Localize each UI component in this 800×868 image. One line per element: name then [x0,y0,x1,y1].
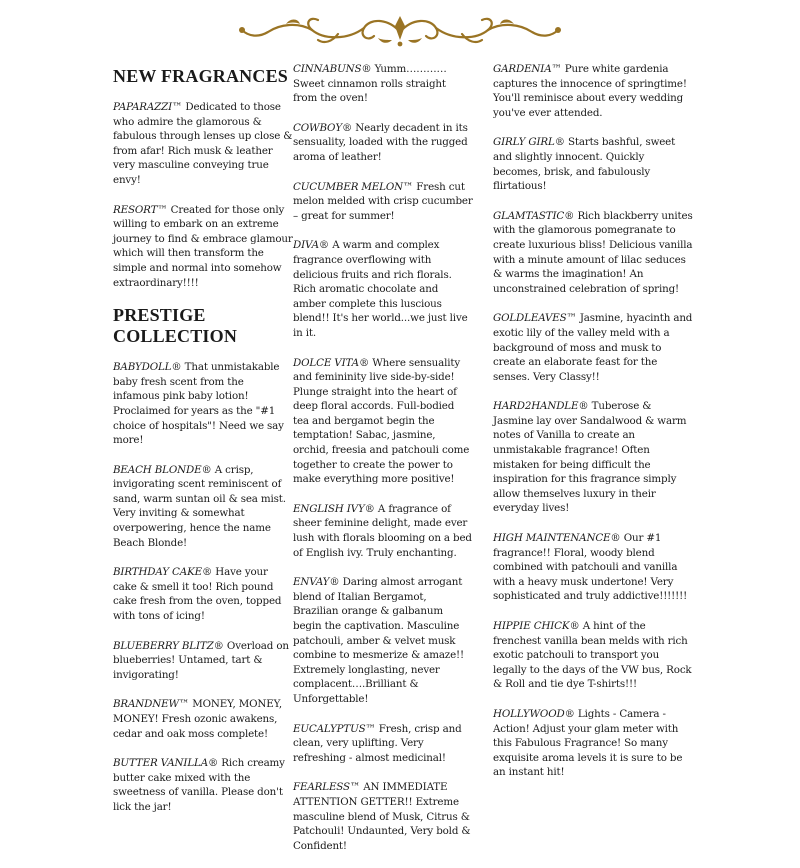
trademark-symbol: ® [171,361,182,374]
fragrance-name: BEACH BLONDE [113,463,202,476]
fragrance-name: HIPPIE CHICK [493,620,570,632]
fragrance-description: Yumm………… Sweet cinnamon rolls straight from the oven! [293,63,447,105]
trademark-symbol: ® [318,239,330,252]
trademark-symbol: ® [342,121,353,134]
trademark-symbol: ® [358,356,370,369]
scroll-ornament-icon [228,10,572,50]
fragrance-name: COWBOY [293,121,343,134]
prestige-list-col2 [293,62,473,853]
fragrance-description: Starts bashful, sweet and slightly innocent. Quickly becomes, brisk, and fabulously flirtatious! [493,136,676,193]
new-fragrances-heading: NEW FRAGRANCES [113,66,288,86]
trademark-symbol: ™ [157,203,168,216]
fragrance-description: MONEY, MONEY, MONEY! Fresh ozonic awakens, cedar and oak moss complete! [113,698,283,740]
fragrance-description: AN IMMEDIATE ATTENTION GETTER!! Extreme masculine blend of Musk, Citrus & Patchouli! Undaunted, Very bold & Confident! [293,781,471,852]
fragrance-description: A hint of the frenchest vanilla bean melds with rich exotic patchouli to transport you legally to the days of the VW bus, Rock & Roll and tie dye T-shirts!!! [493,620,692,691]
fragrance-name: CUCUMBER MELON [293,180,404,193]
fragrance-name: EUCALYPTUS [293,722,366,735]
fragrance-name: ENGLISH IVY [293,502,365,515]
fragrance-name: BIRTHDAY CAKE [113,566,202,579]
fragrance-description: Overload on blueberries! Untamed, tart & invigorating! [113,639,289,681]
fragrance-entry [493,62,693,120]
trademark-symbol: ® [361,63,372,75]
fragrance-entry [293,722,473,766]
trademark-symbol: ™ [551,63,562,75]
fragrance-name: HARD2HANDLE [493,400,579,413]
prestige-list-col1 [113,360,293,814]
fragrance-entry [293,238,473,340]
column-1 [113,62,293,830]
fragrance-entry [493,531,693,604]
fragrance-name: DIVA [293,239,319,252]
fragrance-entry [113,756,293,814]
fragrance-name: BUTTER VANILLA [113,757,208,770]
column-3 [493,62,693,795]
fragrance-entry [493,707,693,780]
fragrance-description: That unmistakable baby fresh scent from the infamous pink baby lotion! Proclaimed for years as the "#1 choice of hospitals"! Need we say more! [113,361,284,447]
trademark-symbol: ® [554,136,565,149]
fragrance-description: Rich creamy butter cake mixed with the sweetness of vanilla. Please don't lick the jar! [113,757,285,813]
fragrance-entry [293,356,473,487]
fragrance-entry [293,575,473,706]
trademark-symbol: ™ [178,698,190,711]
trademark-symbol: ® [364,502,375,515]
fragrance-name: RESORT [113,203,158,216]
fragrance-entry [293,780,473,853]
fragrance-description: Dedicated to those who admire the glamorous & fabulous through lenses up close & from afar! Rich musk & leather very masculine conveying true envy! [113,101,293,186]
fragrance-description: Fresh, crisp and clean, very uplifting. Very refreshing - almost medicinal! [293,722,462,764]
fragrance-entry [493,209,693,297]
trademark-symbol: ™ [365,722,376,735]
trademark-symbol: ® [201,566,213,579]
fragrance-entry [113,639,293,683]
fragrance-entry [113,203,293,291]
fragrance-description: Daring almost arrogant blend of Italian Bergamot, Brazilian orange & galbanum begin the captivation. Masculine patchouli, amber & velvet musk combine to mesmerize & amaze!! Extremely longlasting, never complacent….Brilliant & Unforgettable! [293,576,465,705]
trademark-symbol: ® [564,209,575,222]
fragrance-description: Fresh cut melon melded with crisp cucumber – great for summer! [293,180,473,222]
trademark-symbol: ® [578,400,589,413]
trademark-symbol: ™ [349,781,361,794]
fragrance-name: GLAMTASTIC [493,209,565,222]
trademark-symbol: ® [201,463,212,476]
trademark-symbol: ® [610,532,621,545]
fragrance-description: A fragrance of sheer feminine delight, made ever lush with florals blooming on a bed of English ivy. Truly enchanting. [293,502,472,559]
fragrance-name: HOLLYWOOD [493,707,565,720]
fragrance-name: GOLDLEAVES [493,312,567,325]
fragrance-entry [113,565,293,623]
fragrance-name: CINNABUNS [293,63,362,75]
prestige-collection-heading: PRESTIGE COLLECTION [113,305,238,347]
fragrance-description: Lights - Camera - Action! Adjust your glam meter with this Fabulous Fragrance! So many exquisite aroma levels it is sure to be an instant hit! [493,707,683,779]
trademark-symbol: ™ [403,180,414,193]
fragrance-name: DOLCE VITA [293,356,359,369]
trademark-symbol: ® [569,620,580,632]
fragrance-name: BRANDNEW [113,698,179,711]
fragrance-name: BLUEBERRY BLITZ [113,639,214,652]
fragrance-name: GIRLY GIRL [493,136,555,149]
trademark-symbol: ® [564,707,575,720]
trademark-symbol: ® [207,757,219,770]
fragrance-entry [113,360,293,448]
fragrance-description: A warm and complex fragrance overflowing with delicious fruits and rich florals. Rich aromatic chocolate and amber complete this luscious blend!! It's her world...we just live in it. [293,239,468,339]
trademark-symbol: ® [329,576,340,589]
fragrance-entry [293,62,473,106]
fragrance-entry [493,619,693,692]
trademark-symbol: ™ [566,312,577,325]
fragrance-description: Have your cake & smell it too! Rich pound cake fresh from the oven, topped with tons of icing! [113,566,282,623]
fragrance-entry [113,697,293,741]
fragrance-name: GARDENIA [493,63,552,75]
fragrance-entry [293,121,473,165]
new-fragrances-list [113,100,293,290]
fragrance-entry [493,311,693,384]
fragrance-name: PAPARAZZI [113,101,173,113]
prestige-list-col3 [493,62,693,780]
fragrance-description: Pure white gardenia captures the innocence of springtime! You'll reminisce about every wedding you've ever attended. [493,63,687,119]
fragrance-entry [113,100,293,188]
fragrance-description: Nearly decadent in its sensuality, loaded with the rugged aroma of leather! [293,121,468,163]
fragrance-entry [493,135,693,193]
fragrance-description: A crisp, invigorating scent reminiscent of sand, warm suntan oil & sea mist. Very inviting & somewhat overpowering, hence the name Beach Blonde! [113,463,286,549]
fragrance-entry [113,463,293,551]
fragrance-entry [293,180,473,224]
fragrance-entry [293,502,473,560]
fragrance-name: HIGH MAINTENANCE [493,532,611,545]
fragrance-name: FEARLESS [293,781,350,794]
fragrance-entry [493,399,693,516]
fragrance-description: Tuberose & Jasmine lay over Sandalwood & warm notes of Vanilla to create an unmistakable fragrance! Often mistaken for being difficult the inspiration for this fragrance simply allow themselves luxury in their everyday lives! [493,400,687,515]
fragrance-name: ENVAY [293,576,330,589]
fragrance-description: Rich blackberry unites with the glamorous pomegranate to create luxurious bliss! Delicious vanilla with a minute amount of lilac seduces & warms the imagination! An unconstrained celebration of spring! [493,209,693,295]
fragrance-description: Where sensuality and femininity live side-by-side! Plunge straight into the heart of deep floral accords. Full-bodied tea and bergamot begin the temptation! Sabac, jasmine, orchid, freesia and patchouli come together to create the power to make everything more positive! [293,356,470,486]
trademark-symbol: ™ [172,101,183,113]
column-2 [293,62,473,868]
fragrance-name: BABYDOLL [113,361,172,374]
fragrance-description: Jasmine, hyacinth and exotic lily of the valley meld with a background of moss and musk to create an elaborate feast for the senses. Very Classy!! [493,312,693,383]
fragrance-description: Created for those only willing to embark on an extreme journey to find & embrace glamour which will then transform the simple and normal into somehow extraordinary!!!! [113,203,293,289]
trademark-symbol: ® [213,639,224,652]
fragrance-description: Our #1 fragrance!! Floral, woody blend combined with patchouli and vanilla with a heavy musk undertone! Very sophisticated and truly addictive!!!!!!! [493,532,688,603]
